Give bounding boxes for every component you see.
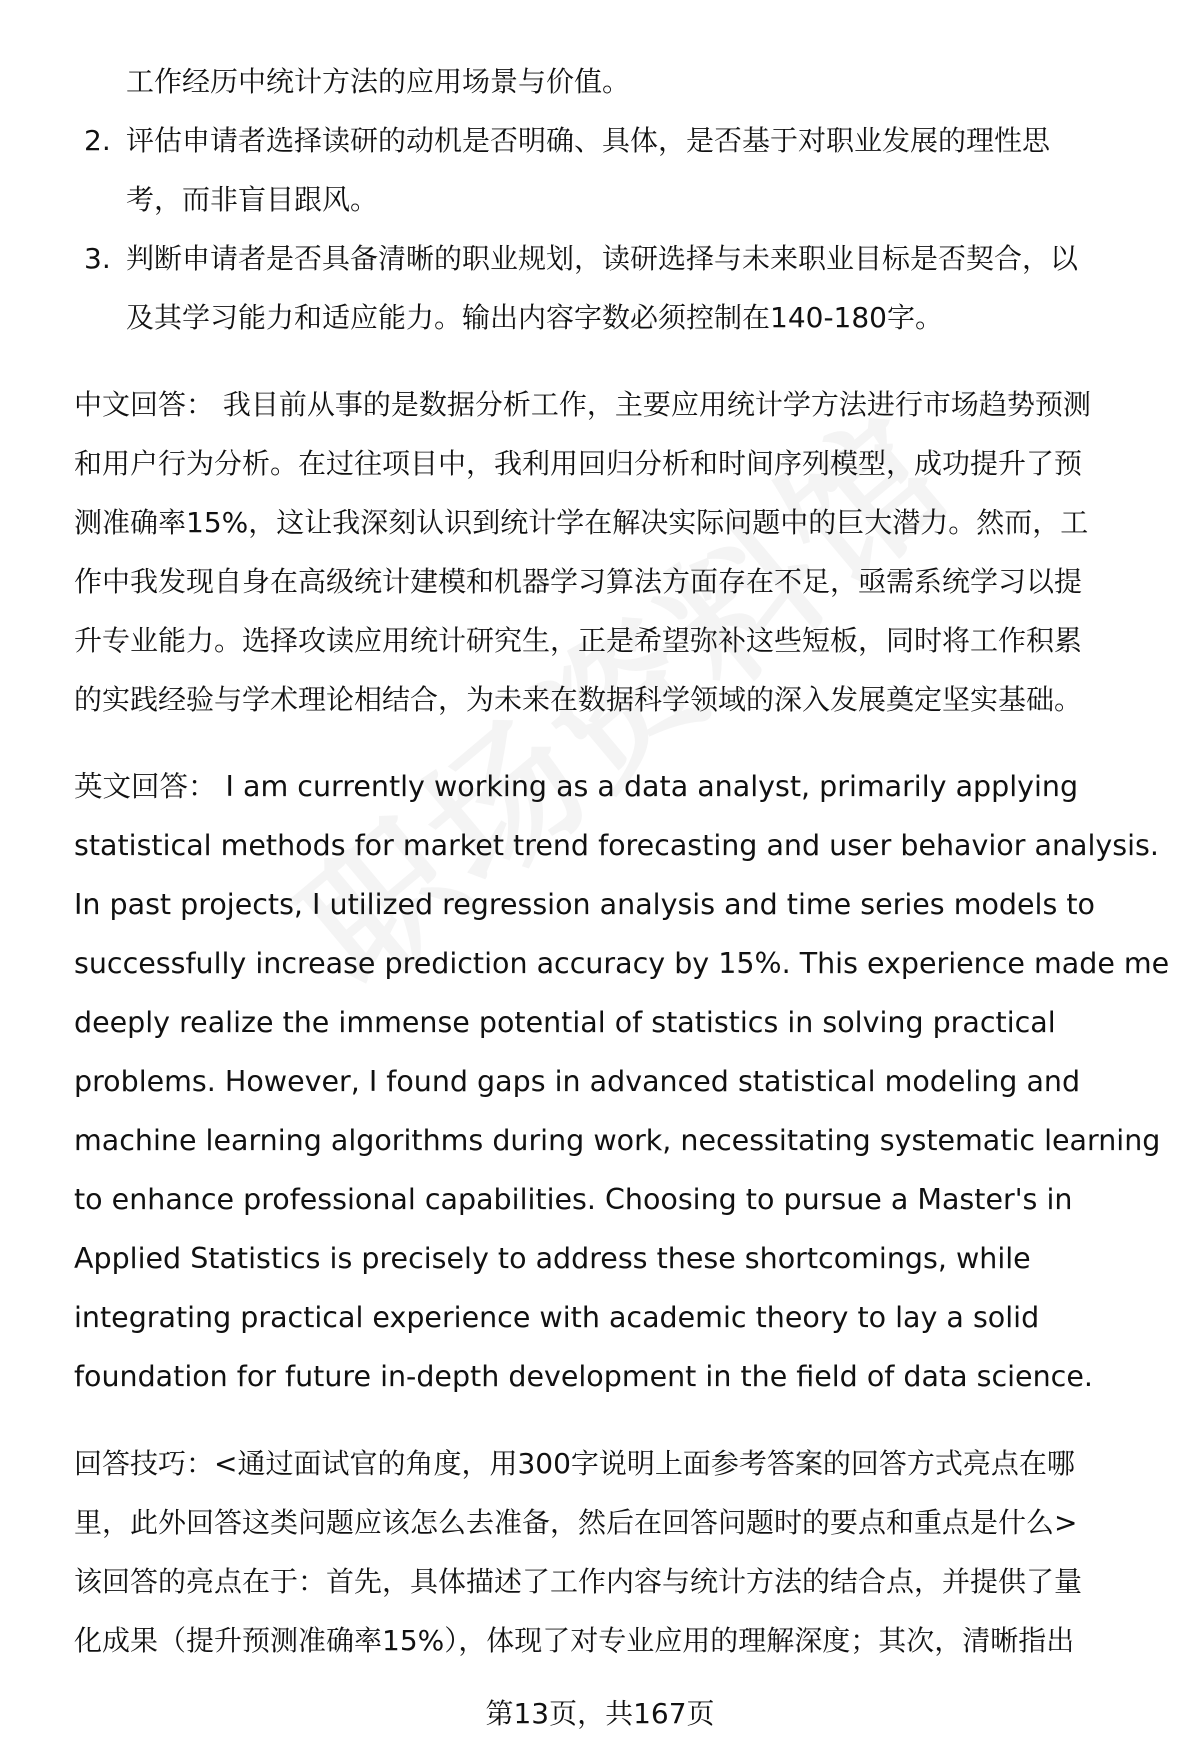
page-number-footer: 第13页，共167页 xyxy=(485,1697,715,1730)
chinese-answer xyxy=(74,375,1154,729)
list-item xyxy=(74,111,1154,229)
paragraph-line: problems. However, I found gaps in advanced statistical modeling and xyxy=(74,1065,1081,1098)
list-number: 3. xyxy=(84,242,111,275)
paragraph-line: to enhance professional capabilities. Choosing to pursue a Master's in xyxy=(74,1183,1073,1216)
criteria-list xyxy=(74,111,1154,347)
paragraph-line: 测准确率15%，这让我深刻认识到统计学在解决实际问题中的巨大潜力。然而，工 xyxy=(74,506,1089,539)
paragraph-line: Applied Statistics is precisely to address these shortcomings, while xyxy=(74,1242,1031,1275)
list-item xyxy=(74,229,1154,347)
list-number: 2. xyxy=(84,124,111,157)
paragraph-line: 里，此外回答这类问题应该怎么去准备，然后在回答问题时的要点和重点是什么> xyxy=(74,1506,1078,1539)
continuation-line: 工作经历中统计方法的应用场景与价值。 xyxy=(126,65,631,98)
paragraph-line: In past projects, I utilized regression analysis and time series models to xyxy=(74,888,1095,921)
paragraph-line: integrating practical experience with academic theory to lay a solid xyxy=(74,1301,1040,1334)
list-text-line: 及其学习能力和适应能力。输出内容字数必须控制在140-180字。 xyxy=(126,301,943,334)
paragraph-line: deeply realize the immense potential of statistics in solving practical xyxy=(74,1006,1056,1039)
paragraph-line: 和用户行为分析。在过往项目中，我利用回归分析和时间序列模型，成功提升了预 xyxy=(74,447,1083,480)
paragraph-line: 化成果（提升预测准确率15%），体现了对专业应用的理解深度；其次，清晰指出 xyxy=(74,1624,1075,1657)
page-content xyxy=(74,52,1170,1670)
paragraph-line: machine learning algorithms during work, necessitating systematic learning xyxy=(74,1124,1161,1157)
paragraph-line: 英文回答： I am currently working as a data analyst, primarily applying xyxy=(74,770,1079,803)
paragraph-line: 该回答的亮点在于：首先，具体描述了工作内容与统计方法的结合点，并提供了量 xyxy=(74,1565,1083,1598)
list-text-line: 判断申请者是否具备清晰的职业规划，读研选择与未来职业目标是否契合，以 xyxy=(126,242,1079,275)
paragraph-line: 回答技巧：<通过面试官的角度，用300字说明上面参考答案的回答方式亮点在哪 xyxy=(74,1447,1075,1480)
paragraph-line: 的实践经验与学术理论相结合，为未来在数据科学领域的深入发展奠定坚实基础。 xyxy=(74,683,1083,716)
list-text-line: 考，而非盲目跟风。 xyxy=(126,183,379,216)
paragraph-line: 升专业能力。选择攻读应用统计研究生，正是希望弥补这些短板，同时将工作积累 xyxy=(74,624,1083,657)
paragraph-line: successfully increase prediction accuracy by 15%. This experience made me xyxy=(74,947,1170,980)
paragraph-line: 作中我发现自身在高级统计建模和机器学习算法方面存在不足，亟需系统学习以提 xyxy=(74,565,1083,598)
paragraph-line: statistical methods for market trend forecasting and user behavior analysis. xyxy=(74,829,1159,862)
english-answer xyxy=(74,757,1170,1406)
answer-tips xyxy=(74,1434,1154,1670)
paragraph-line: 中文回答： 我目前从事的是数据分析工作，主要应用统计学方法进行市场趋势预测 xyxy=(74,388,1091,421)
list-text-line: 评估申请者选择读研的动机是否明确、具体，是否基于对职业发展的理性思 xyxy=(126,124,1051,157)
paragraph-line: foundation for future in-depth development in the field of data science. xyxy=(74,1360,1093,1393)
